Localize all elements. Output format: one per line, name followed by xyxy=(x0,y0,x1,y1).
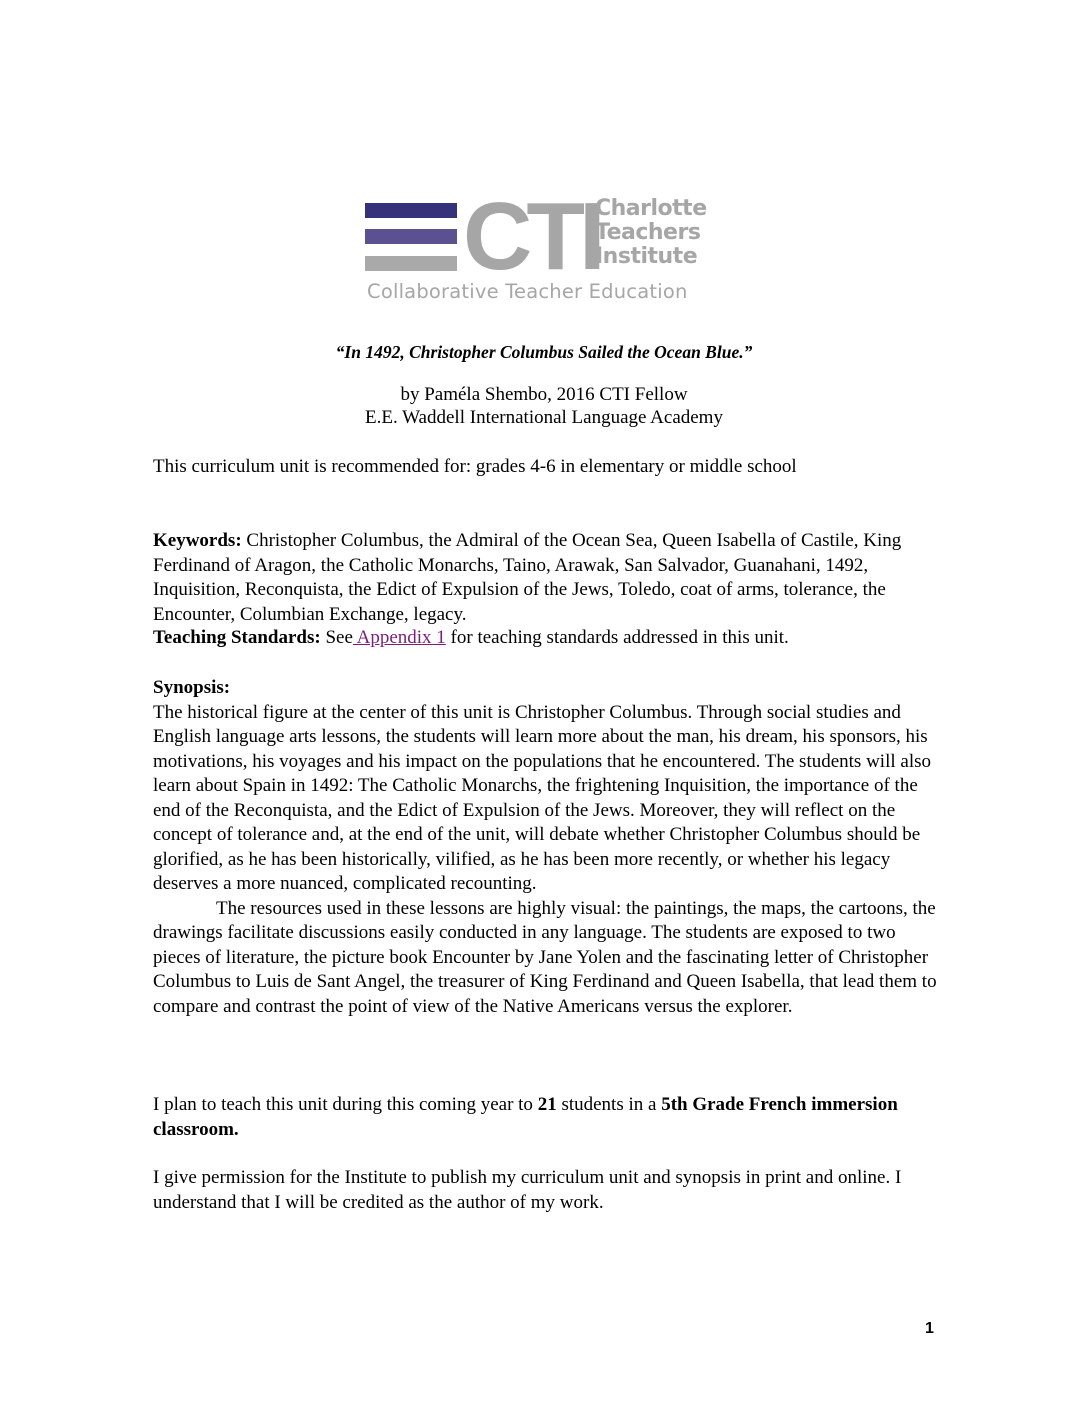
student-count: 21 xyxy=(537,1094,557,1115)
teaching-standards-label: Teaching Standards: xyxy=(153,627,321,648)
logo-tagline: Collaborative Teacher Education xyxy=(367,280,688,303)
keywords-text: Christopher Columbus, the Admiral of the Ocean Sea, Queen Isabella of Castile, King Ferdinand of Aragon, the Catholic Monarchs, Taino, Arawak, San Salvador, Guanahani, 1492, Inquisition, Reconquista, the Edict of Expulsion of the Jews, Toledo, coat of arms, tolerance, the Encounter, Columbian Exchange, legacy. xyxy=(153,530,902,625)
plan-pre: I plan to teach this unit during this coming year to xyxy=(153,1094,538,1115)
appendix-1-link[interactable]: Appendix 1 xyxy=(352,627,446,648)
logo-bar-dark xyxy=(365,203,457,218)
teaching-standards-post: for teaching standards addressed in this unit. xyxy=(445,627,789,648)
logo-bar-gray xyxy=(365,256,457,271)
teaching-standards xyxy=(153,626,943,651)
unit-title: “In 1492, Christopher Columbus Sailed the Ocean Blue.” xyxy=(335,342,753,362)
synopsis-label: Synopsis: xyxy=(153,677,231,698)
teaching-plan xyxy=(153,1093,943,1142)
logo-org-name xyxy=(595,197,707,269)
synopsis-paragraph-2-wrap xyxy=(153,897,943,1020)
logo-org-line: Institute xyxy=(595,244,698,269)
teaching-standards-pre: See xyxy=(320,627,353,648)
synopsis-paragraph-2: The resources used in these lessons are highly visual: the paintings, the maps, the cartoons, the drawings facilitate discussions easily conducted in any language. The students are exposed to two pieces of literature, the picture book Encounter by Jane Yolen and the fascinating letter of Christopher Columbus to Luis de Sant Angel, the treasurer of King Ferdinand and Queen Isabella, that lead them to compare and contrast the point of view of the Native Americans versus the explorer. xyxy=(153,897,937,1017)
keywords xyxy=(153,529,943,627)
logo-acronym: CTI xyxy=(463,183,600,290)
synopsis-paragraph-1: The historical figure at the center of this unit is Christopher Columbus. Through social studies and English language arts lessons, the students will learn more about the man, his dream, his sponsors, his motivations, his voyages and his impact on the populations that he encountered. The students will also learn about Spain in 1492: The Catholic Monarchs, the frightening Inquisition, the importance of the end of the Reconquista, and the Edict of Expulsion of the Jews. Moreover, they will reflect on the concept of tolerance and, at the end of the unit, will debate whether Christopher Columbus should be glorified, as he has been historically, vilified, as he has been more recently, or whether his legacy deserves a more nuanced, complicated recounting. xyxy=(153,701,931,894)
byline-block xyxy=(0,383,1088,429)
recommendation: This curriculum unit is recommended for: grades 4-6 in elementary or middle school xyxy=(153,456,797,477)
keywords-label: Keywords: xyxy=(153,530,242,551)
logo-org-line: Charlotte xyxy=(595,196,707,221)
logo-bar-mid xyxy=(365,229,457,244)
plan-mid: students in a xyxy=(556,1094,662,1115)
permission-statement: I give permission for the Institute to publish my curriculum unit and synopsis in print and online. I understand that I will be credited as the author of my work. xyxy=(153,1167,902,1213)
cti-logo xyxy=(365,183,725,307)
synopsis xyxy=(153,676,943,1019)
page-number: 1 xyxy=(925,1320,934,1337)
classroom-type: 5th Grade French immersion classroom. xyxy=(153,1094,898,1140)
author-line: by Paméla Shembo, 2016 CTI Fellow xyxy=(400,384,688,405)
logo-org-line: Teachers xyxy=(595,220,701,245)
school-line: E.E. Waddell International Language Academy xyxy=(365,407,723,428)
